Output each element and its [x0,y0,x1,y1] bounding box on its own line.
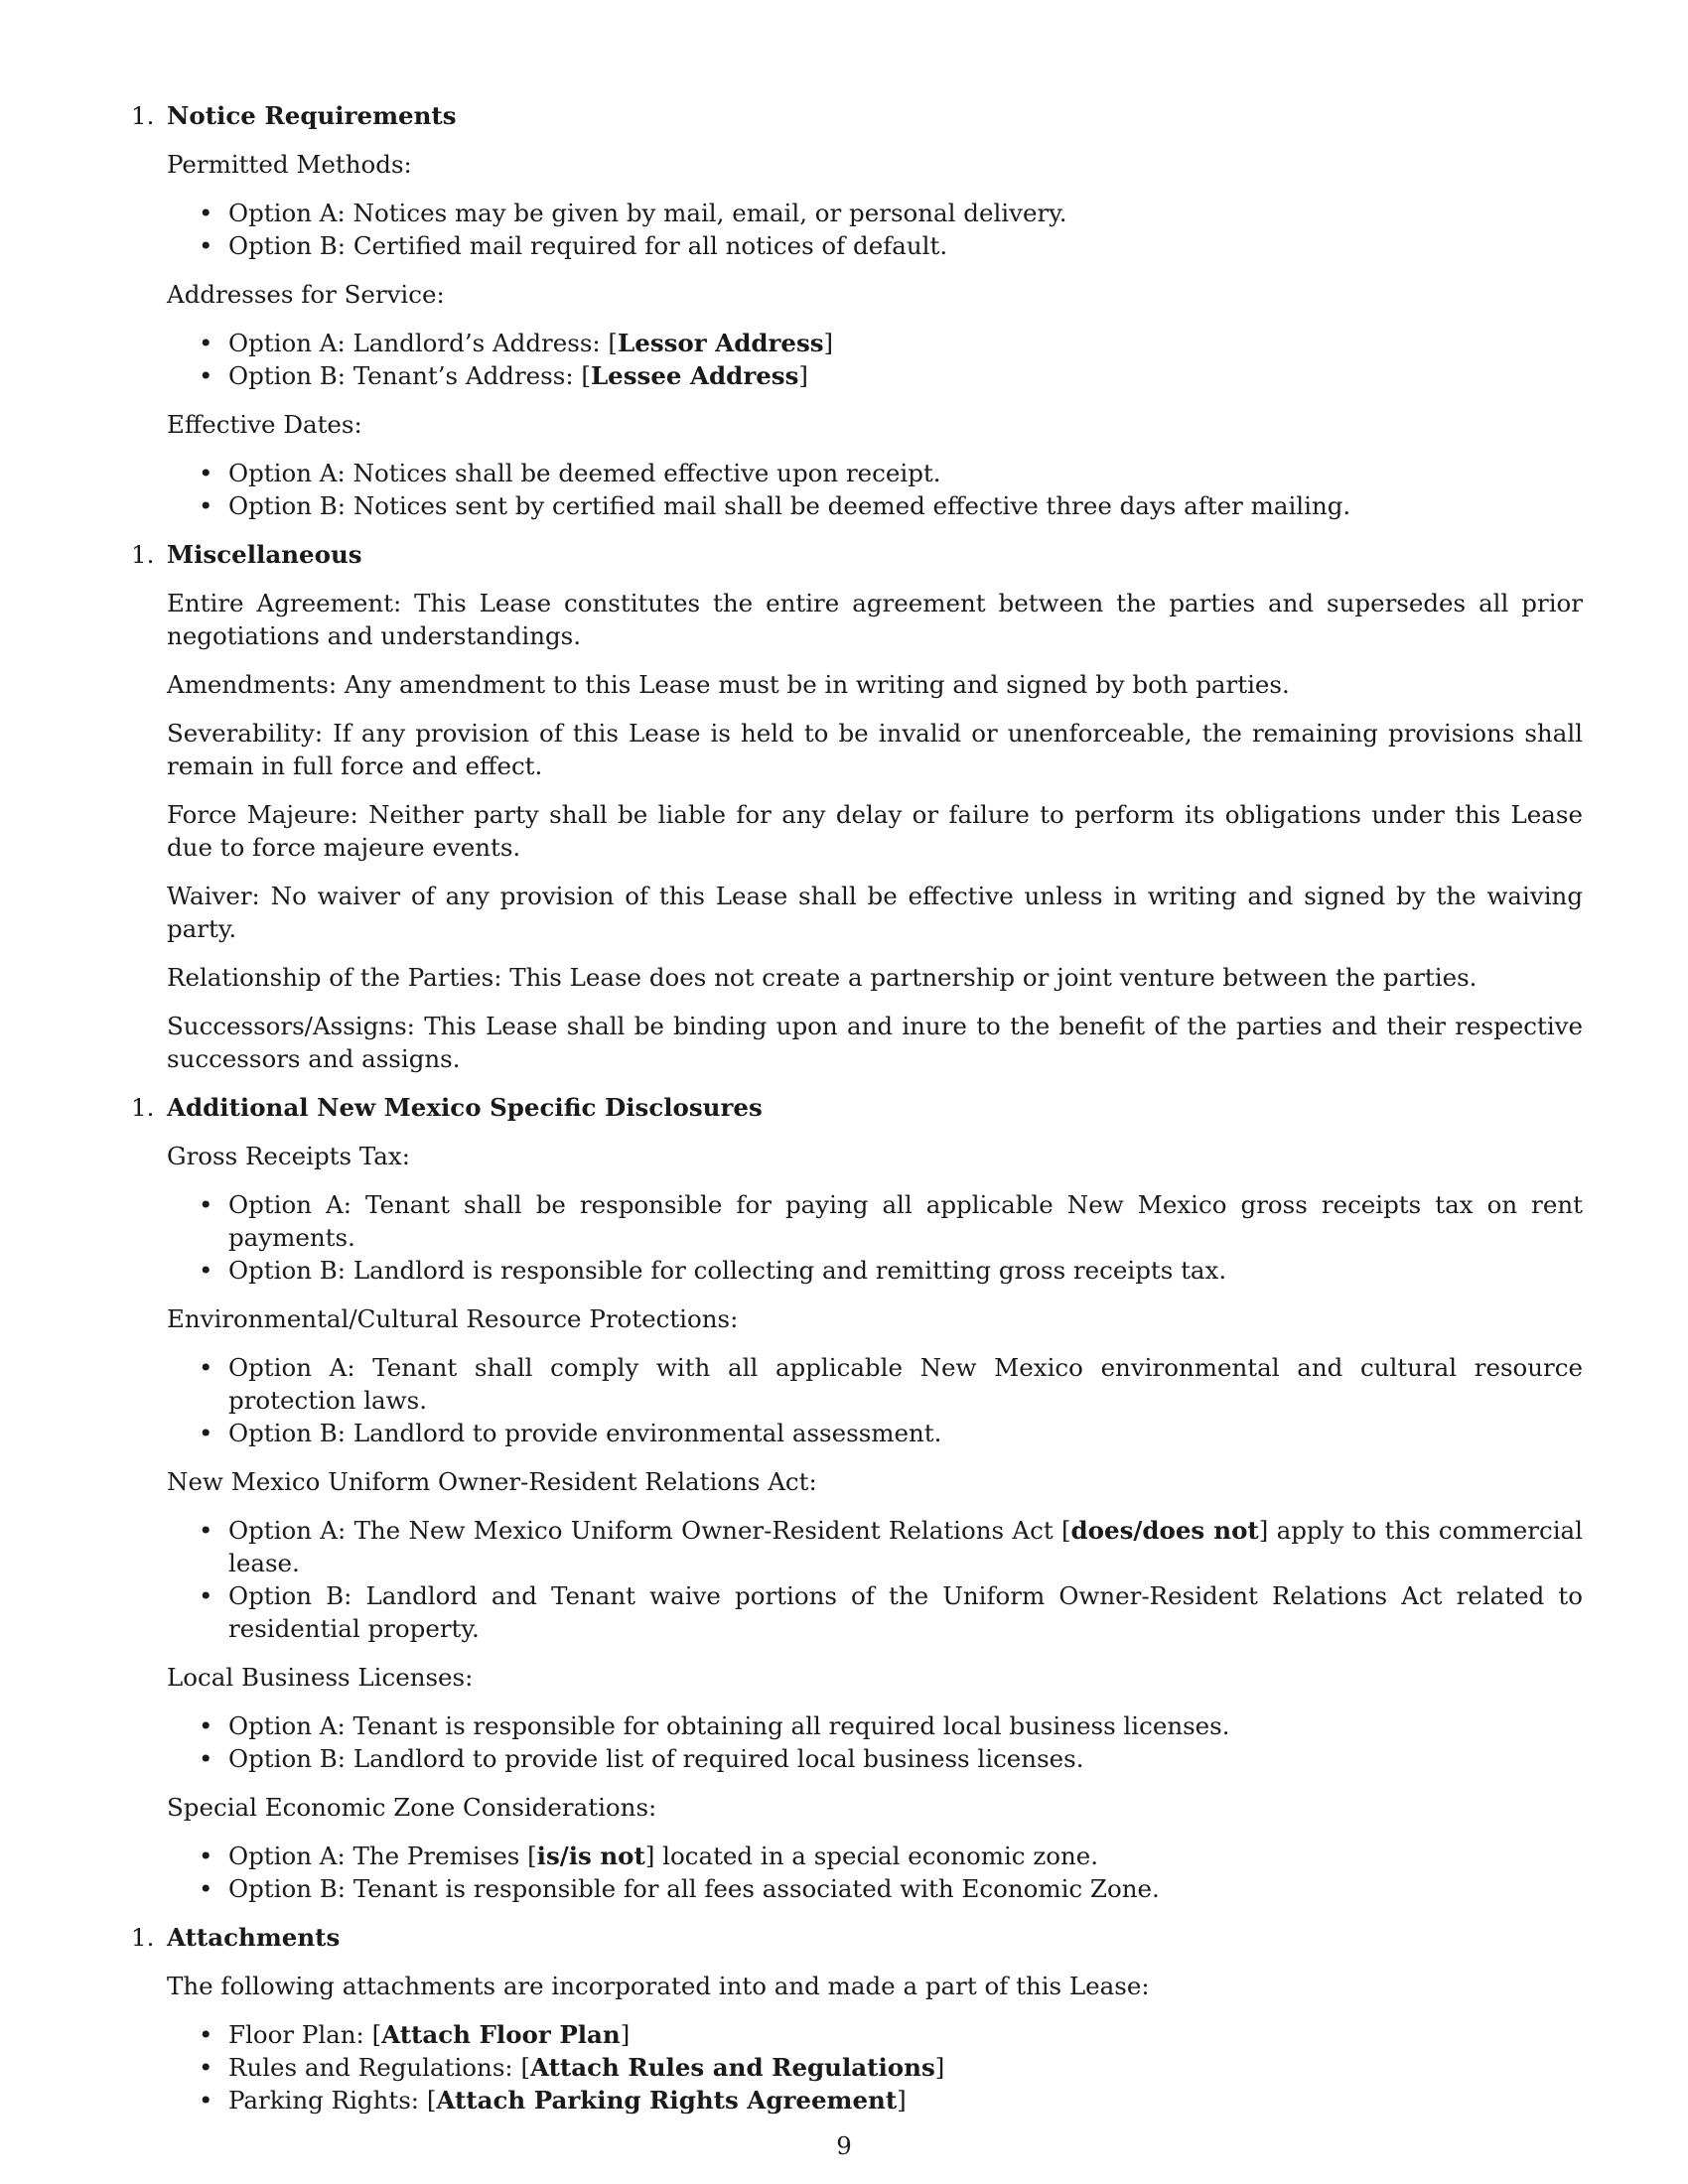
list-item [228,2051,1583,2084]
item-text: ] [897,2086,907,2115]
item-text: Floor Plan: [ [228,2020,382,2049]
item-text: Option A: Notices may be given by mail, email, or personal delivery. [228,199,1067,227]
item-text: ] [823,329,834,357]
subsection-label: Gross Receipts Tax: [167,1142,410,1170]
item-text: Option A: Tenant shall comply with all applicable New Mexico environmental and cultural resource protection laws. [228,1353,1583,1415]
list-item [228,1840,1583,1872]
item-text: Option A: The New Mexico Uniform Owner-Resident Relations Act [ [228,1516,1071,1545]
section-additional-new-mexico-specific-disclosures [131,1091,1583,1905]
list-item [228,359,1583,392]
option-list [167,1188,1583,1287]
placeholder-field: Attach Rules and Regulations [530,2053,935,2082]
paragraph: Entire Agreement: This Lease constitutes the entire agreement between the parties and supersedes all prior negotiations and understandings. [167,589,1583,650]
option-list [167,1709,1583,1775]
list-item [228,457,1583,489]
placeholder-field: does/does not [1070,1516,1259,1545]
option-list [167,1351,1583,1449]
subsection-label: Special Economic Zone Considerations: [167,1793,657,1822]
placeholder-field: Attach Floor Plan [381,2020,621,2049]
item-text: ] apply to this commercial lease. [228,1516,1583,1577]
list-item [228,1254,1583,1287]
paragraph: Successors/Assigns: This Lease shall be binding upon and inure to the benefit of the parties and their respective successors and assigns. [167,1012,1583,1073]
paragraph: Severability: If any provision of this Lease is held to be invalid or unenforceable, the remaining provisions shall remain in full force and effect. [167,719,1583,780]
list-item [228,1417,1583,1449]
item-text: Option A: Tenant shall be responsible for paying all applicable New Mexico gross receipts tax on rent payments. [228,1190,1583,1252]
list-item [228,1188,1583,1254]
item-text: Option B: Landlord is responsible for collecting and remitting gross receipts tax. [228,1256,1227,1285]
item-text: Parking Rights: [ [228,2086,437,2115]
list-item [228,229,1583,262]
section-miscellaneous [131,538,1583,1075]
item-text: ] located in a special economic zone. [644,1842,1099,1870]
item-text: Option B: Certified mail required for all notices of default. [228,231,948,260]
section-title: Additional New Mexico Specific Disclosures [167,1093,763,1122]
list-item [228,197,1583,229]
placeholder-field: Lessee Address [590,361,799,390]
item-text: ] [620,2020,631,2049]
subsection-label: Environmental/Cultural Resource Protections: [167,1304,739,1333]
item-text: Option B: Landlord to provide list of required local business licenses. [228,1744,1084,1773]
subsection-label: Permitted Methods: [167,150,412,179]
list-item [228,2018,1583,2051]
item-text: Option A: The Premises [ [228,1842,537,1870]
section-number: 1. [131,540,155,569]
item-text: Option B: Landlord and Tenant waive portions of the Uniform Owner-Resident Relations Act related to residential property. [228,1581,1583,1643]
item-text: Option B: Tenant is responsible for all fees associated with Economic Zone. [228,1874,1160,1903]
list-item [228,327,1583,359]
option-list [167,197,1583,262]
paragraph: Waiver: No waiver of any provision of this Lease shall be effective unless in writing and signed by the waiving party. [167,882,1583,943]
item-text: ] [934,2053,945,2082]
placeholder-field: Attach Parking Rights Agreement [436,2086,898,2115]
option-list [167,1840,1583,1905]
list-item [228,1872,1583,1905]
document-body [131,99,1583,2132]
page-number: 9 [836,2131,852,2160]
item-text: Option B: Landlord to provide environmental assessment. [228,1419,942,1447]
option-list [167,457,1583,522]
item-text: Option A: Landlord’s Address: [ [228,329,618,357]
option-list [167,2018,1583,2116]
item-text: Rules and Regulations: [ [228,2053,531,2082]
section-title: Miscellaneous [167,540,362,569]
paragraph: Amendments: Any amendment to this Lease must be in writing and signed by both parties. [167,670,1290,699]
item-text: Option A: Tenant is responsible for obtaining all required local business licenses. [228,1711,1230,1740]
section-attachments [131,1921,1583,2116]
placeholder-field: is/is not [536,1842,645,1870]
subsection-label: Effective Dates: [167,410,362,439]
paragraph: Relationship of the Parties: This Lease does not create a partnership or joint venture between the parties. [167,963,1477,992]
section-number: 1. [131,101,155,130]
item-text: Option B: Notices sent by certified mail shall be deemed effective three days after mailing. [228,491,1351,520]
section-number: 1. [131,1923,155,1952]
list-item [228,1709,1583,1742]
section-number: 1. [131,1093,155,1122]
section-notice-requirements [131,99,1583,522]
list-item [228,1579,1583,1645]
option-list [167,327,1583,392]
subsection-label: Addresses for Service: [167,280,445,309]
subsection-label: New Mexico Uniform Owner-Resident Relations Act: [167,1467,817,1496]
list-item [228,1351,1583,1417]
subsection-label: Local Business Licenses: [167,1663,474,1692]
option-list [167,1514,1583,1645]
subsection-label: The following attachments are incorporated into and made a part of this Lease: [167,1972,1150,2000]
item-text: Option A: Notices shall be deemed effective upon receipt. [228,459,941,487]
list-item [228,2084,1583,2116]
list-item [228,1514,1583,1579]
paragraph: Force Majeure: Neither party shall be liable for any delay or failure to perform its obligations under this Lease due to force majeure events. [167,800,1583,862]
section-title: Attachments [167,1923,341,1952]
item-text: Option B: Tenant’s Address: [ [228,361,591,390]
placeholder-field: Lessor Address [618,329,824,357]
item-text: ] [798,361,808,390]
list-item [228,1742,1583,1775]
section-title: Notice Requirements [167,101,457,130]
list-item [228,489,1583,522]
